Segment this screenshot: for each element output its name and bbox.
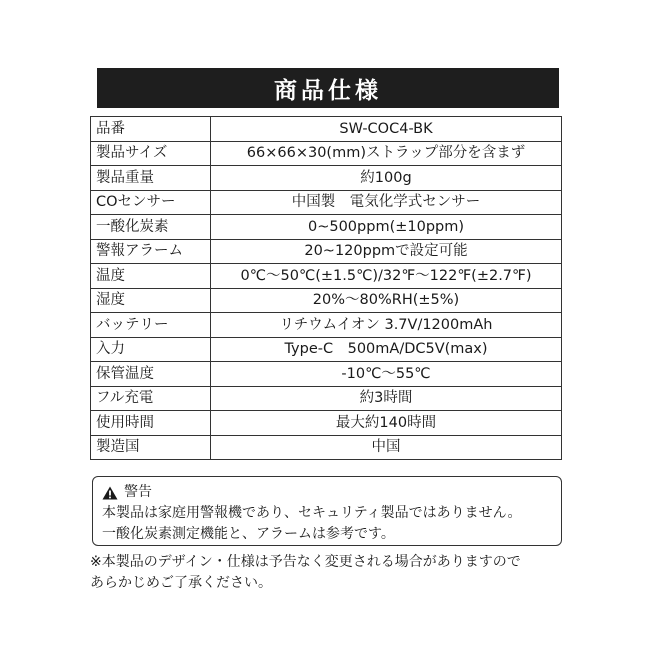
warning-text-line2: 一酸化炭素測定機能と、アラームは参考です。	[102, 526, 395, 542]
note-line1: ※本製品のデザイン・仕様は予告なく変更される場合がありますので	[90, 554, 521, 570]
spec-value: 約100g	[211, 166, 562, 191]
spec-label: 製造国	[91, 435, 211, 460]
warning-heading: 警告	[124, 484, 152, 500]
spec-label: 湿度	[91, 288, 211, 313]
spec-value: 中国	[211, 435, 562, 460]
spec-value: 0~500ppm(±10ppm)	[211, 215, 562, 240]
spec-label: 警報アラーム	[91, 239, 211, 264]
spec-label: 一酸化炭素	[91, 215, 211, 240]
spec-value: 0℃～50℃(±1.5℃)/32℉～122℉(±2.7℉)	[211, 264, 562, 289]
spec-label: 入力	[91, 337, 211, 362]
table-row	[91, 362, 562, 387]
table-row	[91, 435, 562, 460]
warning-header	[102, 482, 552, 503]
spec-label: 温度	[91, 264, 211, 289]
table-row	[91, 337, 562, 362]
spec-label: 製品サイズ	[91, 141, 211, 166]
table-row	[91, 386, 562, 411]
spec-label: COセンサー	[91, 190, 211, 215]
spec-value: 20%～80%RH(±5%)	[211, 288, 562, 313]
spec-label: フル充電	[91, 386, 211, 411]
spec-table	[90, 116, 562, 460]
warning-box	[92, 476, 562, 546]
spec-label: 保管温度	[91, 362, 211, 387]
table-row	[91, 239, 562, 264]
table-row	[91, 411, 562, 436]
spec-label: バッテリー	[91, 313, 211, 338]
spec-value: 最大約140時間	[211, 411, 562, 436]
page-title: 商品仕様	[274, 77, 382, 104]
table-row	[91, 313, 562, 338]
spec-value: 20~120ppmで設定可能	[211, 239, 562, 264]
title-bar	[97, 68, 559, 108]
spec-value: Type-C 500mA/DC5V(max)	[211, 337, 562, 362]
table-row	[91, 190, 562, 215]
spec-value: 中国製 電気化学式センサー	[211, 190, 562, 215]
spec-value: 約3時間	[211, 386, 562, 411]
table-row	[91, 166, 562, 191]
table-row	[91, 141, 562, 166]
spec-value: -10℃～55℃	[211, 362, 562, 387]
table-row	[91, 215, 562, 240]
spec-value: SW-COC4-BK	[211, 117, 562, 142]
spec-value: 66×66×30(mm)ストラップ部分を含まず	[211, 141, 562, 166]
table-row	[91, 264, 562, 289]
warning-text-line1: 本製品は家庭用警報機であり、セキュリティ製品ではありません。	[102, 505, 522, 521]
disclaimer-note	[90, 552, 570, 594]
spec-label: 製品重量	[91, 166, 211, 191]
note-line2: あらかじめご了承ください。	[90, 575, 272, 591]
warning-triangle-icon	[102, 486, 118, 500]
spec-label: 使用時間	[91, 411, 211, 436]
table-row	[91, 288, 562, 313]
table-row	[91, 117, 562, 142]
spec-label: 品番	[91, 117, 211, 142]
spec-value: リチウムイオン 3.7V/1200mAh	[211, 313, 562, 338]
